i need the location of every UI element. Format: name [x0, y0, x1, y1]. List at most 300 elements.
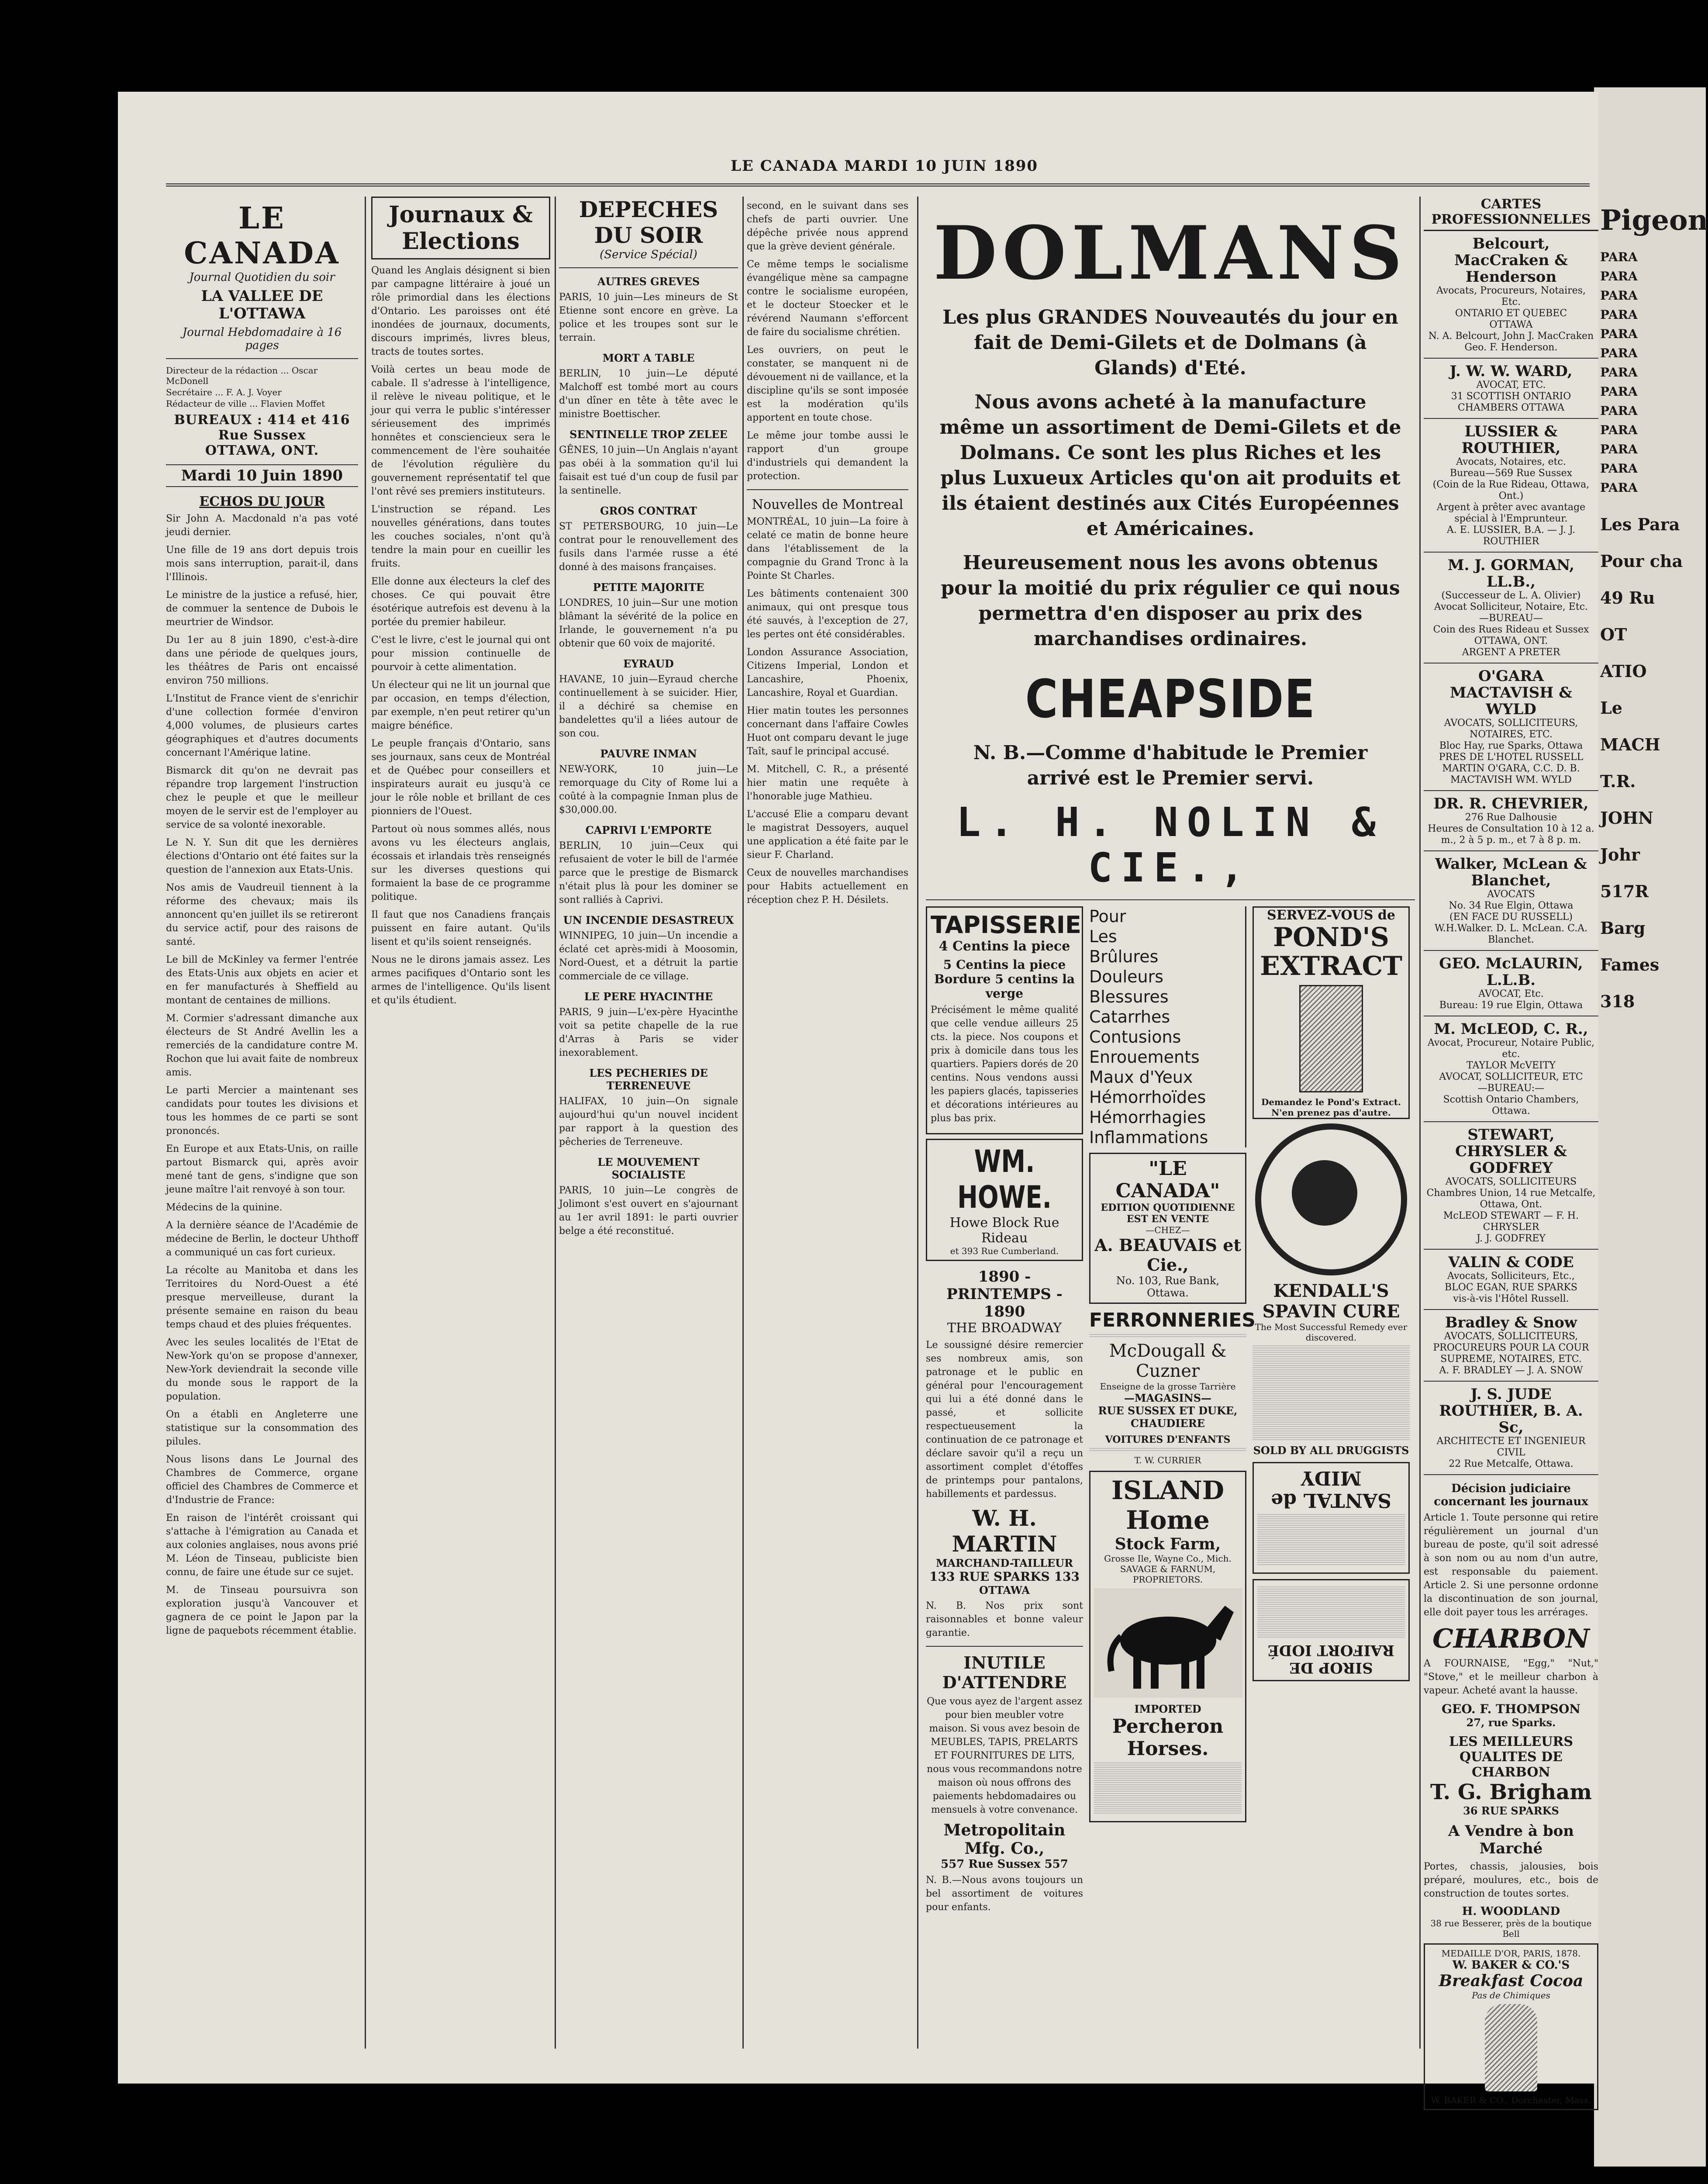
carte-line: —BUREAU—: [1479, 613, 1543, 624]
montreal-paragraph: Hier matin toutes les personnes concernant dans l'affaire Cowles Huot ont comparu devant le juge Taît, sauf le principal accusé.: [747, 705, 908, 757]
column-depeches: [559, 197, 738, 2053]
sirop-ad: [1253, 1579, 1410, 1681]
echo-paragraph: Sir John A. Macdonald n'a pas voté jeudi dernier.: [166, 513, 358, 538]
woodland-address: 38 rue Besserer, près de la boutique Bell: [1430, 1918, 1592, 1939]
journaux-paragraph: C'est le livre, c'est le journal qui ont pour mission continuelle de pourvoir à cette alimentation.: [371, 635, 550, 673]
adjacent-fragment: Les Para: [1600, 515, 1680, 534]
ferronneries-heading: FERRONNERIES: [1089, 1309, 1256, 1331]
adjacent-fragment: Fames: [1600, 955, 1660, 975]
carte-line: Geo. F. Henderson.: [1464, 342, 1558, 353]
column-divider: [742, 197, 744, 2049]
echo-paragraph: En Europe et aux Etats-Unis, on raille partout Bismarck qui, après avoir mené tant de gens, s'indigne que son jeune maître l'ait renvoyé à son tour.: [166, 1144, 358, 1195]
echo-paragraph: Nos amis de Vaudreuil tiennent à la réforme des chevaux; mais ils annoncent qu'en juillet ils se retireront du service actif, pour des raisons de santé.: [166, 882, 358, 947]
howe-address-2: et 393 Rue Cumberland.: [950, 1246, 1059, 1256]
montreal-paragraph: M. Mitchell, C. R., a présenté hier matin une requête à l'honorable juge Mathieu.: [747, 764, 908, 802]
montreal-paragraph: Les bâtiments contenaient 300 animaux, qui ont presque tous été sauvés, à l'exception de 27, les pertes ont été considérables.: [747, 588, 908, 640]
socialisme-paragraph: Les ouvriers, on peut le constater, se manquent ni de dévouement ni de vaillance, et la discipline qu'ils se sont imposée est la modération qu'ils apportent en toute chose.: [747, 345, 908, 423]
echo-paragraph: Bismarck dit qu'on ne devrait pas répandre trop largement l'instruction chez le peuple et que le meilleur moyen de le servir est de l'employer au service de sa volonté inexorable.: [166, 765, 358, 830]
carte-line: BLOC EGAN, RUE SPARKS: [1445, 1282, 1577, 1293]
carte-line: TAYLOR McVEITY: [1466, 1060, 1556, 1071]
adjacent-lines: [1594, 249, 1706, 496]
howe-name: WM. HOWE.: [957, 1144, 1052, 1215]
baker-cocoa-ad: [1424, 1943, 1598, 2110]
baker-footer: W. BAKER & CO., Dorchester, Mass.: [1431, 2095, 1591, 2105]
depeche-heading: LE MOUVEMENT SOCIALISTE: [597, 1156, 700, 1181]
staff-list: [166, 365, 358, 409]
island-sub: Stock Farm,: [1115, 1535, 1221, 1553]
echo-paragraph: Médecins de la quinine.: [166, 1202, 283, 1213]
journaux-paragraph: Un électeur qui ne lit un journal que par occasion, en temps d'élection, par exemple, n'en peut retirer qu'un maigre bénéfice.: [371, 680, 550, 731]
adjacent-fragment: Barg: [1600, 918, 1646, 938]
adjacent-fragment: 318: [1600, 992, 1635, 1011]
depeche-text: GÊNES, 10 juin—Un Anglais n'ayant pas obéi à la sommation qu'il lui faisait est tué d'un coup de fusil par la sentinelle.: [559, 445, 738, 496]
cheapside-heading: CHEAPSIDE: [1025, 669, 1316, 730]
depeches-sub: (Service Spécial): [600, 248, 697, 261]
carte-professionnelle: [1424, 419, 1598, 553]
carte-line: AVOCATS, SOLLICITEURS, PROCUREURS POUR LA COUR SUPREME, NOTAIRES, ETC.: [1433, 1331, 1589, 1365]
echo-paragraph: On a établi en Angleterre une statistique sur la consommation des pilules.: [166, 1409, 358, 1447]
lecanada-chez: —CHEZ—: [1146, 1225, 1190, 1235]
thompson-address: 27, rue Sparks.: [1466, 1716, 1556, 1729]
ponds-footer: Demandez le Pond's Extract. N'en prenez pas d'autre.: [1261, 1097, 1401, 1118]
column-divider: [365, 197, 366, 2049]
carte-professionnelle: [1424, 1122, 1598, 1250]
carte-line: J. J. GODFREY: [1477, 1233, 1546, 1244]
depeches-heading: DEPECHES DU SOIR: [579, 197, 718, 248]
column-divider: [555, 197, 556, 2049]
masthead-weekly: Journal Hebdomadaire à 16 pages: [182, 326, 342, 352]
adjacent-line: PARA: [1600, 327, 1638, 341]
depeche-text: LONDRES, 10 juin—Sur une motion blâmant la sévérité de la police en Irlande, le gouvernement n'a pu obtenir que 60 voix de majorité.: [559, 598, 738, 649]
island-heading: ISLAND Home: [1111, 1476, 1225, 1535]
carte-line: AVOCATS, SOLLICITEURS, NOTAIRES, ETC.: [1444, 718, 1578, 740]
inutile-ad: [926, 1653, 1083, 1914]
tapisserie-ad: [926, 906, 1083, 1134]
masthead-bureaux: BUREAUX : 414 et 416 Rue Sussex: [174, 412, 350, 443]
carte-line: AVOCAT, SOLLICITEUR, ETC: [1439, 1071, 1583, 1082]
masthead-title: LE CANADA: [184, 201, 340, 271]
adjacent-fragment: JOHN: [1600, 808, 1653, 828]
pour-item: Pour: [1089, 907, 1126, 926]
adjacent-fragment: Pour cha: [1600, 551, 1683, 571]
cheapside-note: N. B.—Comme d'habitude le Premier arrivé est le Premier servi.: [973, 742, 1368, 789]
adjacent-line: PARA: [1600, 269, 1638, 283]
carte-name: Bradley & Snow: [1445, 1314, 1577, 1331]
tapisserie-price: 4 Centins la piece: [939, 939, 1070, 954]
adjacent-fragment: 517R: [1600, 881, 1649, 901]
carte-line: Chambres Union, 14 rue Metcalfe, Ottawa, Ont.: [1426, 1188, 1596, 1210]
pour-item: Catarrhes: [1089, 1007, 1170, 1026]
column-socialisme: [747, 197, 908, 2053]
fine-print: [1257, 1514, 1405, 1566]
carte-name: O'GARA MACTAVISH & WYLD: [1450, 667, 1572, 718]
depeche-text: BERLIN, 10 juin—Le député Malchoff est tombé mort au cours d'un dîner en tête à tête avec le ministre Boettischer.: [559, 368, 738, 420]
depeche-text: WINNIPEG, 10 juin—Un incendie a éclaté cet après-midi à Moosomin, Nord-Ouest, et a détruit la partie commerciale de ce village.: [559, 930, 738, 982]
bottle-illustration: [1299, 985, 1363, 1092]
adjacent-line: PARA: [1600, 250, 1638, 264]
kendall-ad: [1253, 1281, 1410, 1457]
mcdougall-name: McDougall & Cuzner: [1109, 1341, 1227, 1381]
inutile-text: Que vous ayez de l'argent assez pour bien meubler votre maison. Si vous avez besoin de MEUBLES, TAPIS, PRELARTS ET FOURNITURES DE LITS, nous vous recommandons notre maison où nous offrons des paiements hebdomadaires ou mensuels à votre convenance.: [927, 1696, 1082, 1815]
island-proprietors: SAVAGE & FARNUM, PROPRIETORS.: [1120, 1564, 1216, 1585]
pour-list: [1089, 906, 1246, 1147]
journaux-paragraph: Voilà certes un beau mode de cabale. Il s'adresse à l'intelligence, il relève le niveau politique, et le jour qui verra le public s'intéresser sérieusement des imprimés honnêtes et consciencieux sera le commencement de l'ère souhaitée de l'évolution régulière du gouvernement représentatif tel que l'ont rêvé ses premiers instituteurs.: [371, 364, 550, 497]
depeche-text: NEW-YORK, 10 juin—Le remorquage du City of Rome lui a coûté à la compagnie Inman plus de $30,000.00.: [559, 764, 738, 816]
montreal-paragraph: MONTRÉAL, 10 juin—La foire à celaté ce matin de bonne heure dans l'établissement de la compagnie du Grand Tronc à la Pointe St Charles.: [747, 516, 908, 581]
montreal-paragraph: Ceux de nouvelles marchandises pour Habits actuellement en réception chez P. H. Désilets.: [747, 867, 908, 905]
montreal-body: [747, 515, 908, 907]
howe-ad: [926, 1139, 1083, 1261]
divider: [926, 899, 1415, 900]
magasins-address: RUE SUSSEX ET DUKE, CHAUDIERE: [1098, 1404, 1238, 1430]
carte-professionnelle: [1424, 851, 1598, 951]
depeche-text: PARIS, 9 juin—L'ex-père Hyacinthe voit sa petite chapelle de la rue d'Arras à Paris se vider inexorablement.: [559, 1007, 738, 1058]
carte-line: 31 SCOTTISH ONTARIO CHAMBERS OTTAWA: [1451, 391, 1571, 413]
carte-line: No. 34 Rue Elgin, Ottawa: [1449, 900, 1573, 911]
broadway-heading: THE BROADWAY: [947, 1320, 1062, 1336]
carte-line: ARCHITECTE ET INGENIEUR CIVIL: [1436, 1436, 1586, 1458]
horseshoe-icon: [1292, 1160, 1357, 1226]
horse-illustration: [1094, 1588, 1242, 1697]
pour-item: Contusions: [1089, 1027, 1181, 1047]
divider: [166, 358, 358, 359]
percheron-heading: Percheron Horses.: [1112, 1715, 1224, 1760]
pour-item: Maux d'Yeux: [1089, 1068, 1193, 1087]
meilleurs-heading: LES MEILLEURS QUALITES DE CHARBON: [1449, 1734, 1573, 1780]
carte-name: M. J. GORMAN, LL.B.,: [1447, 556, 1575, 591]
carte-line: AVOCAT, ETC.: [1476, 380, 1546, 390]
carte-name: J. W. W. WARD,: [1449, 363, 1573, 380]
pour-item: Brûlures: [1089, 947, 1159, 966]
carte-professionnelle: [1424, 1250, 1598, 1310]
pour-item: Douleurs: [1089, 967, 1164, 986]
woodland-name: H. WOODLAND: [1462, 1905, 1560, 1918]
depeche-text: HALIFAX, 10 juin—On signale aujourd'hui qu'un nouvel incident par rapport à la question des pêcheries de Terreneuve.: [559, 1096, 738, 1147]
masthead-tagline: Journal Quotidien du soir: [189, 271, 335, 284]
journaux-body: [371, 264, 550, 1007]
martin-name: W. H. MARTIN: [952, 1505, 1057, 1557]
vendre-text: Portes, chassis, jalousies, bois préparé, moulures, etc., bois de construction de toutes sortes.: [1424, 1861, 1598, 1899]
dolmans-text-3: Heureusement nous les avons obtenus pour la moitié du prix régulier ce qui nous permettra d'en disposer au prix des marchandises ordinaires.: [941, 552, 1400, 650]
carte-name: GEO. McLAURIN, L.L.B.: [1439, 955, 1583, 989]
beauvais-name: A. BEAUVAIS et Cie.,: [1094, 1235, 1241, 1275]
ad-grid: [926, 906, 1415, 1919]
printemps-heading: 1890 - PRINTEMPS - 1890: [946, 1268, 1063, 1320]
magasins-heading: —MAGASINS—: [1124, 1392, 1212, 1404]
pour-item: Hémorrhagies: [1089, 1108, 1206, 1127]
voitures-heading: VOITURES D'ENFANTS: [1105, 1434, 1231, 1445]
adjacent-line: PARA: [1600, 288, 1638, 303]
martin-sub: MARCHAND-TAILLEUR: [935, 1557, 1073, 1569]
lecanada-ad: [1089, 1153, 1246, 1304]
martin-city: OTTAWA: [979, 1584, 1030, 1597]
carte-line: Scottish Ontario Chambers, Ottawa.: [1443, 1094, 1579, 1116]
ponds-servez: SERVEZ-VOUS de: [1267, 908, 1395, 923]
socialisme-paragraph: Ce même temps le socialisme évangélique mène sa campagne contre le socialisme européen, et le docteur Stoecker et le révérend Naumann s'efforcent de faire du socialisme chrétien.: [747, 259, 908, 338]
echo-paragraph: La récolte au Manitoba et dans les Territoires du Nord-Ouest a été presque merveilleuse, durant la présente semaine en raison du beau temps chaud et des pluies fréquentes.: [166, 1265, 358, 1330]
depeche-heading: EYRAUD: [623, 657, 674, 670]
socialisme-paragraph: second, en le suivant dans ses chefs de parti ouvrier. Une dépêche privée nous apprend que la grève devient générale.: [747, 200, 908, 252]
montreal-paragraph: L'accusé Elie a comparu devant le magistrat Dessoyers, auquel une application a été faite par le sieur F. Charland.: [747, 809, 908, 860]
carte-line: Heures de Consultation 10 à 12 a. m., 2 à 5 p. m., et 7 à 8 p. m.: [1428, 823, 1594, 846]
dolmans-text-1: Les plus GRANDES Nouveautés du jour en fait de Demi-Gilets et de Dolmans (à Glands) d'Eté.: [942, 306, 1398, 379]
adjacent-line: PARA: [1600, 404, 1638, 418]
depeche-heading: GROS CONTRAT: [600, 505, 697, 517]
ad-column-a: [926, 906, 1083, 1919]
woman-illustration: [1485, 2004, 1537, 2091]
tapisserie-price-3: Bordure 5 centins la verge: [934, 972, 1075, 1001]
journaux-heading: Journaux & Elections: [371, 197, 550, 259]
column-journaux: [371, 197, 550, 2053]
carte-line: Bloc Hay, rue Sparks, Ottawa: [1439, 740, 1583, 751]
carte-name: DR. R. CHEVRIER,: [1433, 795, 1589, 812]
echo-paragraph: M. Cormier s'adressant dimanche aux électeurs de St André Avellin les a remerciés de la candidature contre M. Rochon que lui avait faite de nombreux amis.: [166, 1013, 358, 1078]
echo-paragraph: M. de Tinseau poursuivra son exploration jusqu'à Vancouver et gagnera de ce point le Japon par la ligne de paquebots récemment établie.: [166, 1585, 358, 1636]
lecanada-sub: EDITION QUOTIDIENNE EST EN VENTE: [1101, 1202, 1235, 1225]
adjacent-page-scan: [1594, 87, 1706, 2167]
adjacent-line: PARA: [1600, 308, 1638, 322]
journaux-paragraph: Nous ne le dirons jamais assez. Les armes pacifiques d'Ontario sont les armes de l'intelligence. Qu'ils lisent et qu'ils étudient.: [371, 954, 550, 1006]
adjacent-line: PARA: [1600, 423, 1638, 437]
carte-name: Walker, McLean & Blanchet,: [1435, 855, 1587, 889]
depeche-text: PARIS, 10 juin—Le congrès de Jolimont s'est ouvert en s'ajournant au 1er avril 1891: le parti ouvrier belge a été reconstitué.: [559, 1185, 738, 1237]
adjacent-title: Pigeon: [1600, 204, 1708, 237]
martin-address: 133 RUE SPARKS 133: [929, 1569, 1080, 1584]
carte-line: MARTIN O'GARA, C.C. D. B. MACTAVISH WM. WYLD: [1442, 763, 1580, 785]
echo-paragraph: L'Institut de France vient de s'enrichir d'une collection formée d'environ 4,000 volumes, de plusieurs cartes géographiques et d'autres documents concernant l'Amérique latine.: [166, 693, 358, 758]
carte-name: M. McLEOD, C. R.,: [1434, 1020, 1588, 1038]
depeche-heading: PAUVRE INMAN: [600, 747, 697, 760]
brigham-name: T. G. Brigham: [1430, 1780, 1592, 1804]
cartes-list: [1424, 231, 1598, 1475]
tapisserie-text: Précisément le même qualité que celle vendue ailleurs 25 cts. la piece. Nos coupons et prix à domicile dans tous les quartiers. Papiers dorés de 20 centins. Nous vendons aussi les papiers glacés, tapisseries et décorations intérieures au plus bas prix.: [931, 1005, 1078, 1124]
carte-line: Argent à prêter avec avantage spécial à l'Emprunteur.: [1436, 502, 1586, 524]
medaille-label: MEDAILLE D'OR, PARIS, 1878.: [1441, 1948, 1581, 1959]
echo-paragraph: Le ministre de la justice a refusé, hier, de commuer la sentence de Dubois le meurtrier de Windsor.: [166, 590, 358, 628]
ponds-extract-ad: [1253, 906, 1410, 1119]
deces-heading: Décision judiciaire concernant les journaux: [1434, 1482, 1588, 1508]
carte-name: Belcourt, MacCraken & Henderson: [1454, 235, 1568, 286]
echo-paragraph: Le parti Mercier a maintenant ses candidats pour toutes les divisions et tous les hommes de ce parti se sont prononcés.: [166, 1085, 358, 1137]
depeche-text: PARIS, 10 juin—Les mineurs de St Etienne sont encore en grève. La police et les troupes sont sur le terrain.: [559, 292, 738, 343]
carte-line: OTTAWA, ONT.: [1474, 636, 1548, 646]
carte-line: A. F. BRADLEY — J. A. SNOW: [1439, 1365, 1583, 1376]
adjacent-fragment: T.R.: [1600, 771, 1636, 791]
carte-line: Coin des Rues Rideau et Sussex: [1433, 624, 1589, 635]
adjacent-line: PARA: [1600, 480, 1638, 495]
carte-name: LUSSIER & ROUTHIER,: [1461, 423, 1561, 457]
column-cartes: [1424, 197, 1598, 2105]
journaux-paragraph: Le peuple français d'Ontario, sans ses journaux, sans ceux de Montréal et de Québec pour conseillers et inspirateurs aurait eu jusqu'à ce jour le rôle noble et brillant de ces pionniers de l'Ouest.: [371, 738, 550, 817]
adjacent-fragment: MACH: [1600, 735, 1660, 754]
echo-paragraph: En raison de l'intérêt croissant qui s'attache à l'émigration au Canada et aux colonies anglaises, nous avons prié M. Léon de Tinseau, publiciste bien connu, de faire une étude sur ce sujet.: [166, 1513, 358, 1578]
breakfast-cocoa: Breakfast Cocoa: [1439, 1972, 1584, 1990]
divider: [926, 1646, 1083, 1647]
depeche-heading: LE PERE HYACINTHE: [584, 990, 713, 1003]
column-masthead: [166, 197, 358, 2053]
carte-professionnelle: [1424, 951, 1598, 1016]
broadway-ad: [926, 1268, 1083, 1640]
ad-column-c: [1253, 906, 1410, 1919]
carte-line: Bureau—569 Rue Sussex: [1449, 468, 1573, 479]
carte-line: Avocat Solliciteur, Notaire, Etc.: [1434, 601, 1588, 612]
journaux-paragraph: Partout où nous sommes allés, nous avons vu les électeurs anglais, écossais et irlandais très renseignés sur les diverses questions qui formaient la base de ce programme politique.: [371, 824, 550, 902]
carte-line: —BUREAU:—: [1477, 1083, 1545, 1094]
newspaper-page: [118, 92, 1598, 2105]
ad-column-b: [1089, 906, 1256, 1919]
pour-item: Hémorrhoïdes: [1089, 1088, 1206, 1107]
voitures-by: T. W. CURRIER: [1134, 1455, 1201, 1465]
depeche-heading: LES PECHERIES DE TERRENEUVE: [589, 1067, 708, 1092]
dolmans-text-2: Nous avons acheté à la manufacture même un assortiment de Demi-Gilets et de Dolmans. Ce sont les plus Riches et les plus Luxueux Articles qu'on ait produits et ils étaient destinés aux Cités Européennes et Américaines.: [939, 391, 1401, 540]
carte-professionnelle: [1424, 231, 1598, 359]
carte-line: Bureau: 19 rue Elgin, Ottawa: [1439, 1000, 1583, 1011]
kendall-sold: SOLD BY ALL DRUGGISTS: [1253, 1444, 1409, 1457]
divider: [747, 489, 908, 490]
socialisme-paragraph: Le même jour tombe aussi le rapport d'un groupe d'industriels qui demandent la protection.: [747, 430, 908, 482]
depeche-heading: UN INCENDIE DESASTREUX: [563, 914, 734, 926]
header-rule: [166, 183, 1590, 187]
metropolitain-name: Metropolitain Mfg. Co.,: [943, 1821, 1066, 1858]
adjacent-fragment: Le: [1600, 698, 1622, 718]
adjacent-line: PARA: [1600, 346, 1638, 360]
carte-line: Avocats, Procureurs, Notaires, Etc.: [1436, 285, 1586, 308]
echos-heading: ECHOS DU JOUR: [199, 494, 325, 509]
carte-line: Avocat, Procureur, Notaire Public, etc.: [1427, 1037, 1595, 1060]
fine-print: [1253, 1345, 1410, 1441]
journaux-paragraph: Quand les Anglais désignent si bien par campagne littéraire à joué un rôle primordial dans les élections d'Ontario. Les paroisses ont été inondées de journaux, documents, discours imprimés, livres bleus, tracts de toutes sortes.: [371, 265, 550, 357]
carte-line: AVOCAT, Etc.: [1478, 988, 1544, 999]
inutile-heading: INUTILE D'ATTENDRE: [942, 1653, 1067, 1692]
fine-print: [1089, 1448, 1246, 1452]
ferronneries-ad: [1089, 1309, 1256, 1465]
montreal-paragraph: London Assurance Association, Citizens Imperial, London et Lancashire, Phoenix, Lancashire, Royal et Guardian.: [747, 647, 908, 698]
nolin-name: L. H. NOLIN & CIE.,: [956, 799, 1385, 891]
tapisserie-heading: TAPISSERIE: [931, 911, 1081, 939]
carte-professionnelle: [1424, 791, 1598, 851]
depeche-heading: MORT A TABLE: [602, 352, 695, 364]
ponds-name: POND'S EXTRACT: [1260, 922, 1402, 981]
carte-line: 276 Rue Dalhousie: [1465, 812, 1557, 823]
echo-paragraph: Avec les seules localités de l'Etat de New-York qu'on se propose d'annexer, New-York deviendrait la seconde ville du monde sous le rapport de la population.: [166, 1337, 358, 1402]
echo-paragraph: Nous lisons dans Le Journal des Chambres de Commerce, organe officiel des Chambres de Commerce et d'Industrie de France:: [166, 1454, 358, 1506]
staff-line: Secrétaire ... F. A. J. Voyer: [166, 387, 282, 397]
staff-line: Rédacteur de ville ... Flavien Moffet: [166, 398, 325, 409]
fine-print: [1089, 1334, 1246, 1338]
carte-line: AVOCATS: [1487, 889, 1535, 900]
adjacent-line: PARA: [1600, 384, 1638, 399]
journaux-paragraph: L'instruction se répand. Les nouvelles générations, dans toutes les couches sociales, n'ont qu'à tendre la main pour en cueillir les fruits.: [371, 504, 550, 569]
carte-professionnelle: [1424, 663, 1598, 791]
kendall-heading: KENDALL'S SPAVIN CURE: [1262, 1281, 1400, 1322]
howe-address: Howe Block Rue Rideau: [949, 1215, 1059, 1246]
depeche-heading: CAPRIVI L'EMPORTE: [585, 824, 712, 836]
carte-line: OTTAWA: [1489, 319, 1533, 330]
carte-line: A. E. LUSSIER, B.A. — J. J. ROUTHIER: [1446, 525, 1576, 547]
carte-professionnelle: [1424, 1310, 1598, 1382]
sirop-heading: SIROP DE RAIFORT IODÉ: [1268, 1641, 1395, 1676]
carte-line: 22 Rue Metcalfe, Ottawa.: [1449, 1458, 1573, 1469]
santal-ad: [1253, 1462, 1410, 1574]
kendall-logo-icon: [1255, 1123, 1407, 1275]
depeche-heading: SENTINELLE TROP ZELEE: [569, 428, 728, 441]
column-divider: [917, 197, 918, 2049]
echos-body: [166, 512, 358, 1638]
staff-line: Directeur de la rédaction ... Oscar McDonell: [166, 365, 318, 386]
depeche-heading: AUTRES GREVES: [597, 275, 700, 288]
divider: [559, 267, 738, 268]
adjacent-misc: [1594, 514, 1706, 1013]
adjacent-fragment: OT: [1600, 625, 1627, 644]
issue-date: Mardi 10 Juin 1890: [166, 464, 358, 487]
chimiques-label: Pas de Chimiques: [1472, 1990, 1550, 2001]
kendall-sub: The Most Successful Remedy ever discovered.: [1255, 1322, 1408, 1343]
martin-note: N. B. Nos prix sont raisonnables et bonne valeur garantie.: [926, 1600, 1083, 1638]
fine-print: [1257, 1586, 1405, 1639]
broadway-text: Le soussigné désire remercier ses nombreux amis, son patronage et le public en général pour l'encouragement qui lui a été donné dans le passé, et sollicite respectueusement la continuation de ce patronage et déclare savoir qu'il a reçu un assortiment complet d'étoffes de printemps pour pantalons, habillements et pardessus.: [926, 1340, 1083, 1500]
carte-line: (Coin de la Rue Rideau, Ottawa, Ont.): [1432, 479, 1590, 501]
tapisserie-price-2: 5 Centins la piece: [943, 957, 1066, 972]
column-divider: [1419, 197, 1421, 2049]
running-head: LE CANADA MARDI 10 JUIN 1890: [730, 157, 1039, 175]
adjacent-line: PARA: [1600, 461, 1638, 476]
carte-line: vis-à-vis l'Hôtel Russell.: [1453, 1293, 1569, 1304]
cartes-heading: CARTES PROFESSIONNELLES: [1424, 197, 1598, 231]
carte-line: AVOCATS, SOLLICITEURS: [1445, 1176, 1577, 1187]
beauvais-address: No. 103, Rue Bank, Ottawa.: [1116, 1275, 1220, 1299]
montreal-heading: Nouvelles de Montreal: [752, 497, 904, 512]
adjacent-fragment: Johr: [1600, 845, 1640, 864]
charbon-heading: CHARBON: [1432, 1624, 1590, 1654]
depeche-text: HAVANE, 10 juin—Eyraud cherche continuellement à se suicider. Hier, il a déchiré sa chemise en bandelettes qu'il a liées autour de son cou.: [559, 674, 738, 739]
carte-line: Avocats, Solliciteurs, Etc.,: [1447, 1271, 1575, 1282]
pour-item: Inflammations: [1089, 1128, 1208, 1147]
column-advertisements: [926, 197, 1415, 2053]
brigham-address: 36 RUE SPARKS: [1463, 1804, 1559, 1817]
island-home-ad: [1089, 1471, 1246, 1822]
depeches-list: [559, 275, 738, 1238]
carte-name: J. S. JUDE ROUTHIER, B. A. Sc,: [1439, 1386, 1583, 1436]
metropolitain-note: N. B.—Nous avons toujours un bel assortiment de voitures pour enfants.: [926, 1875, 1083, 1913]
echo-paragraph: Une fille de 19 ans dort depuis trois mois sans interruption, parait-il, dans l'Illinois.: [166, 545, 358, 583]
carte-name: VALIN & CODE: [1448, 1254, 1574, 1271]
santal-heading: SANTAL de MIDY: [1271, 1467, 1391, 1511]
echo-paragraph: Du 1er au 8 juin 1890, c'est-à-dire dans une période de quelques jours, les théâtres de Paris ont encaissé environ 750 millions.: [166, 635, 358, 686]
carte-line: Avocats, Notaires, etc.: [1456, 456, 1566, 467]
carte-line: ARGENT A PRETER: [1462, 647, 1560, 658]
carte-professionnelle: [1424, 1382, 1598, 1475]
island-location: Grosse Ile, Wayne Co., Mich.: [1104, 1553, 1232, 1564]
depeche-heading: PETITE MAJORITE: [593, 581, 704, 594]
journaux-paragraph: Elle donne aux électeurs la clef des choses. Ce qui pouvait être ésotérique autrefois est devenu à la portée du premier habileur.: [371, 576, 550, 628]
vendre-heading: A Vendre à bon Marché: [1448, 1822, 1574, 1857]
carte-line: PRES DE L'HOTEL RUSSELL: [1439, 752, 1584, 763]
carte-line: (Successeur de L. A. Olivier): [1441, 590, 1581, 601]
carte-line: N. A. Belcourt, John J. MacCraken: [1428, 331, 1594, 342]
fine-print: [1094, 1762, 1242, 1815]
deces-text: Article 1. Toute personne qui retire régulièrement un journal d'un bureau de poste, qu'il soit adressé à son nom ou au nom d'un autre, est responsable du paiement. Article 2. Si une personne ordonne la discontinuation de son journal, elle doit payer tous les arrérages.: [1424, 1512, 1598, 1618]
carte-professionnelle: [1424, 359, 1598, 419]
masthead-subtitle: LA VALLEE DE L'OTTAWA: [201, 287, 323, 322]
lecanada-heading: "LE CANADA": [1115, 1158, 1220, 1202]
carte-line: ONTARIO ET QUEBEC: [1455, 308, 1567, 319]
carte-professionnelle: [1424, 553, 1598, 663]
socialisme-body: [747, 199, 908, 483]
thompson-name: GEO. F. THOMPSON: [1442, 1702, 1580, 1716]
carte-name: STEWART, CHRYSLER & GODFREY: [1455, 1126, 1567, 1177]
carte-line: (EN FACE DU RUSSELL): [1449, 912, 1573, 923]
masthead-city: OTTAWA, ONT.: [205, 443, 319, 458]
